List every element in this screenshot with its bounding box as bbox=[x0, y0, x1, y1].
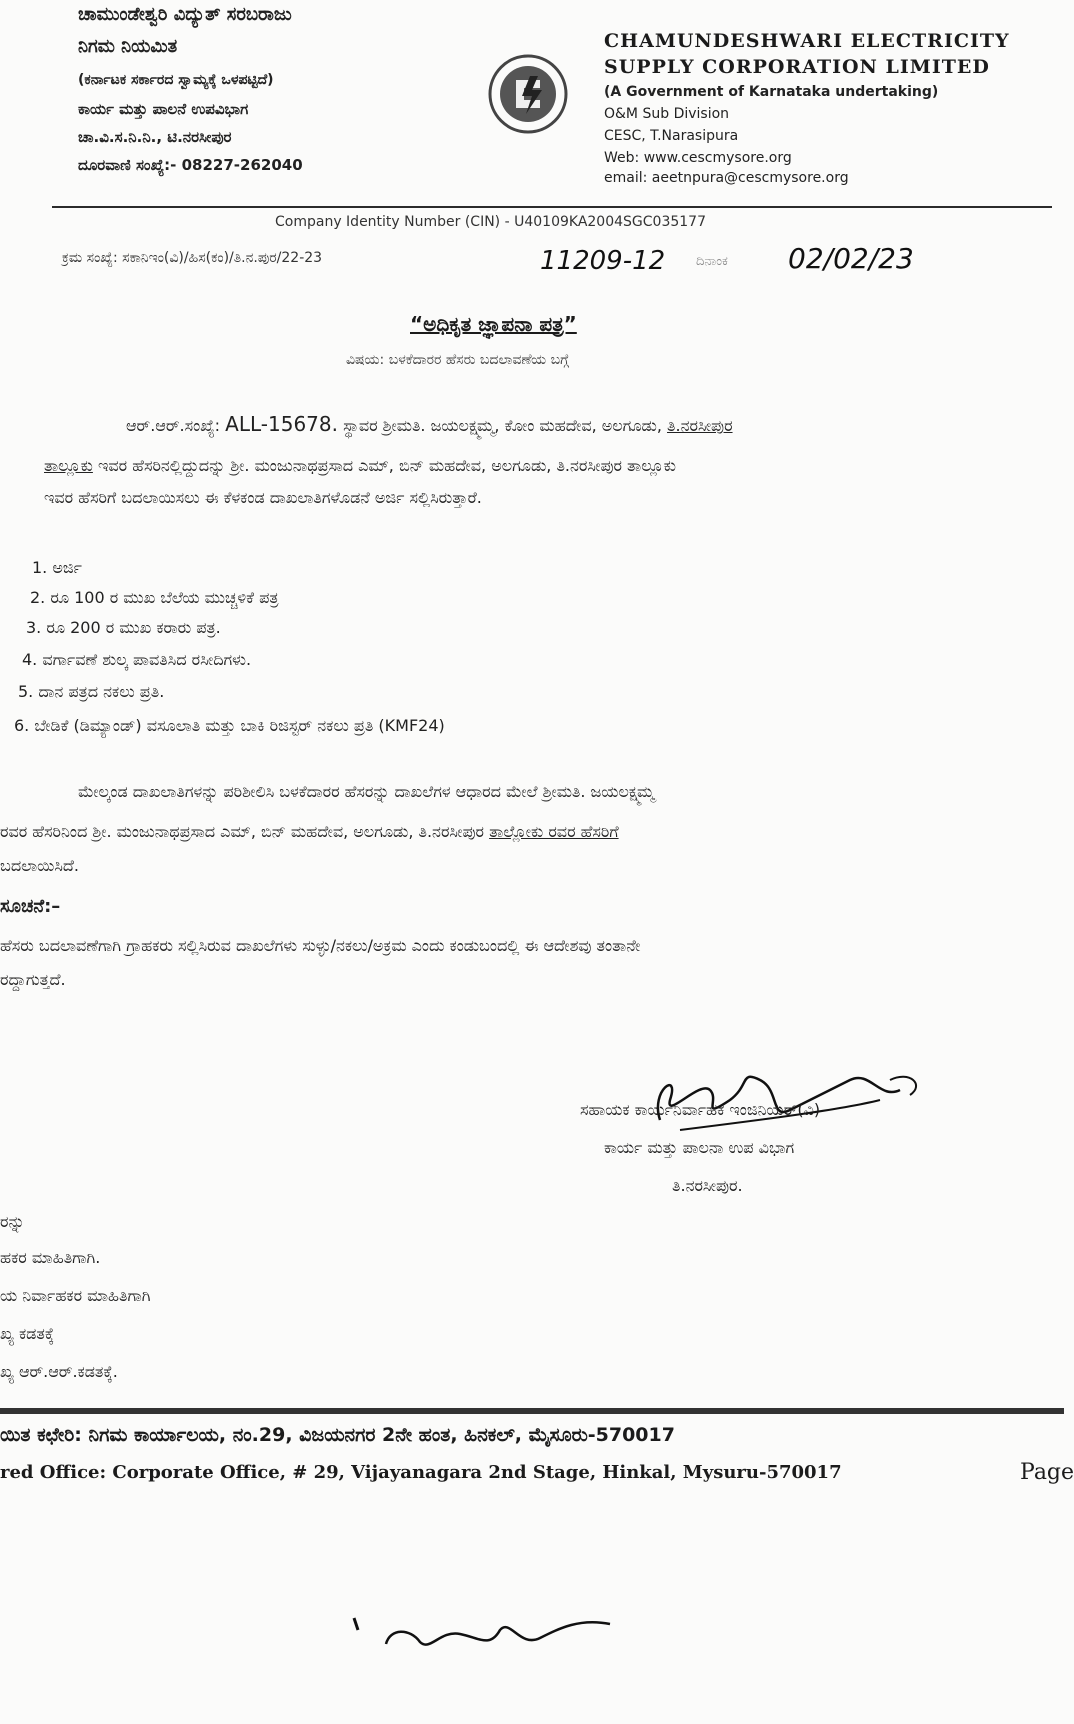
para2-line1: ಮೇಲ್ಕಂಡ ದಾಖಲಾತಿಗಳನ್ನು ಪರಿಶೀಲಿಸಿ ಬಳಕೆದಾರರ ಹೆಸರನ್ನು ದಾಖಲೆಗಳ ಆಧಾರದ ಮೇಲೆ ಶ್ರೀಮತಿ. ಜಯಲಕ್ಷ್ಮಮ್ಮ bbox=[78, 782, 655, 801]
para1-line1-text: ಸ್ಥಾವರ ಶ್ರೀಮತಿ. ಜಯಲಕ್ಷ್ಮಮ್ಮ, ಕೋಂ ಮಹದೇವ, ಅಲಗೂಡು, bbox=[343, 416, 662, 435]
rr-number: ALL-15678. bbox=[225, 412, 338, 436]
en-company-name-2: SUPPLY CORPORATION LIMITED bbox=[604, 56, 990, 78]
note-line2: ರದ್ದಾಗುತ್ತದೆ. bbox=[0, 970, 66, 989]
list-item: 4. ವರ್ಗಾವಣೆ ಶುಲ್ಕ ಪಾವತಿಸಿದ ರಸೀದಿಗಳು. bbox=[22, 650, 252, 669]
list-item: 3. ರೂ 200 ರ ಮುಖ ಕರಾರು ಪತ್ರ. bbox=[26, 618, 221, 637]
note-heading: ಸೂಚನೆ:– bbox=[0, 896, 61, 917]
para1-line2-text: ಇವರ ಹೆಸರಿನಲ್ಲಿದ್ದುದನ್ನು ಶ್ರೀ. ಮಂಜುನಾಥಪ್ರಸಾದ ಎಮ್, ಬಿನ್ ಮಹದೇವ, ಅಲಗೂಡು, ತಿ.ನರಸೀಪುರ ತಾಲ್ಲೂಕು bbox=[98, 456, 676, 475]
para1-line1 bbox=[126, 412, 733, 436]
list-item: 6. ಬೇಡಿಕೆ (ಡಿಮ್ಯಾಂಡ್) ವಸೂಲಾತಿ ಮತ್ತು ಬಾಕಿ ರಿಜಿಸ್ಟರ್ ನಕಲು ಪ್ರತಿ (KMF24) bbox=[14, 716, 445, 735]
reference-date: 02/02/23 bbox=[788, 242, 914, 275]
rr-label: ಆರ್.ಆರ್.ಸಂಖ್ಯೆ: bbox=[126, 416, 221, 435]
para2-line2-text: ರವರ ಹೆಸರಿನಿಂದ ಶ್ರೀ. ಮಂಜುನಾಥಪ್ರಸಾದ ಎಮ್, ಬಿನ್ ಮಹದೇವ, ಅಲಗೂಡು, ತಿ.ನರಸೀಪುರ bbox=[0, 822, 485, 841]
list-item: 5. ದಾನ ಪತ್ರದ ನಕಲು ಪ್ರತಿ. bbox=[18, 682, 165, 701]
para2-line2 bbox=[0, 822, 619, 842]
handwritten-mark-icon bbox=[350, 1608, 630, 1658]
reference-number: 11209-12 bbox=[540, 246, 666, 276]
para1-line3: ಇವರ ಹೆಸರಿಗೆ ಬದಲಾಯಿಸಲು ಈ ಕೆಳಕಂಡ ದಾಖಲಾತಿಗಳೊಡನೆ ಅರ್ಜಿ ಸಲ್ಲಿಸಿರುತ್ತಾರೆ. bbox=[44, 488, 482, 507]
copy-item: ಯ ನಿರ್ವಾಹಕರ ಮಾಹಿತಿಗಾಗಿ bbox=[0, 1286, 151, 1305]
copy-item: ಖ್ಯ ಆರ್.ಆರ್.ಕಡತಕ್ಕೆ. bbox=[0, 1362, 118, 1381]
cesc-logo-icon bbox=[486, 50, 570, 138]
para1-line2-taluk: ತಾಲ್ಲೂಕು bbox=[44, 456, 93, 475]
memo-subject: ವಿಷಯ: ಬಳಕೆದಾರರ ಹೆಸರು ಬದಲಾವಣೆಯ ಬಗ್ಗೆ bbox=[346, 352, 570, 368]
para1-line1-taluk: ತಿ.ನರಸೀಪುರ bbox=[667, 416, 733, 435]
list-item: 2. ರೂ 100 ರ ಮುಖ ಬೆಲೆಯ ಮುಚ್ಚಳಿಕೆ ಪತ್ರ bbox=[30, 588, 279, 607]
signature-place: ತಿ.ನರಸೀಪುರ. bbox=[672, 1176, 743, 1195]
kn-location-line: ಚಾ.ವಿ.ಸ.ನಿ.ನಿ., ಟಿ.ನರಸೀಪುರ bbox=[78, 128, 232, 146]
para2-line3: ಬದಲಾಯಿಸಿದೆ. bbox=[0, 856, 79, 875]
kn-division-line: ಕಾರ್ಯ ಮತ್ತು ಪಾಲನೆ ಉಪವಿಭಾಗ bbox=[78, 100, 249, 118]
para2-line2-taluk: ತಾಲ್ಲೋಕು ರವರ ಹೆಸರಿಗೆ bbox=[489, 822, 619, 841]
en-company-name-1: CHAMUNDESHWARI ELECTRICITY bbox=[604, 30, 1010, 52]
copy-item: ಖ್ಯ ಕಡತಕ್ಕೆ bbox=[0, 1324, 55, 1343]
date-label: ದಿನಾಂಕ bbox=[696, 254, 728, 269]
copy-item: ರನ್ನು bbox=[0, 1212, 25, 1231]
footer-divider bbox=[0, 1408, 1064, 1414]
list-item: 1. ಅರ್ಜಿ bbox=[32, 558, 82, 577]
note-line1: ಹೆಸರು ಬದಲಾವಣೆಗಾಗಿ ಗ್ರಾಹಕರು ಸಲ್ಲಿಸಿರುವ ದಾಖಲೆಗಳು ಸುಳ್ಳು/ನಕಲು/ಅಕ್ರಮ ಎಂದು ಕಂಡುಬಂದಲ್ಲಿ ಈ ಆದೇಶವು ತಂತಾನೇ bbox=[0, 936, 641, 955]
copy-item: ಹಕರ ಮಾಹಿತಿಗಾಗಿ. bbox=[0, 1248, 101, 1267]
reference-label: ಕ್ರಮ ಸಂಖ್ಯೆ: ಸಕಾನಿಇಂ(ವಿ)/ಹಿಸ(ಕಂ)/ತಿ.ನ.ಪುರ/22-23 bbox=[62, 250, 323, 266]
en-division-line: O&M Sub Division bbox=[604, 106, 730, 122]
en-location-line: CESC, T.Narasipura bbox=[604, 128, 739, 144]
footer-address-en: red Office: Corporate Office, # 29, Vijayanagara 2nd Stage, Hinkal, Mysuru-570017 bbox=[0, 1462, 842, 1483]
kn-company-name-1: ಚಾಮುಂಡೇಶ್ವರಿ ವಿದ್ಯುತ್ ಸರಬರಾಜು bbox=[78, 4, 292, 25]
en-email-line: email: aeetnpura@cescmysore.org bbox=[604, 170, 849, 186]
kn-phone-line: ದೂರವಾಣಿ ಸಂಖ್ಯೆ:- 08227-262040 bbox=[78, 156, 303, 174]
en-web-line: Web: www.cescmysore.org bbox=[604, 150, 792, 166]
en-govt-line: (A Government of Karnataka undertaking) bbox=[604, 84, 939, 100]
page-label: Page bbox=[1020, 1460, 1074, 1485]
kn-company-name-2: ನಿಗಮ ನಿಯಮಿತ bbox=[78, 36, 178, 57]
signature-office: ಕಾರ್ಯ ಮತ್ತು ಪಾಲನಾ ಉಪ ವಿಭಾಗ bbox=[604, 1138, 795, 1157]
para1-line2 bbox=[44, 456, 676, 476]
header-divider bbox=[52, 206, 1052, 208]
memo-title: “ಅಧಿಕೃತ ಜ್ಞಾಪನಾ ಪತ್ರ” bbox=[410, 312, 577, 336]
kn-govt-line: (ಕರ್ನಾಟಕ ಸರ್ಕಾರದ ಸ್ವಾಮ್ಯಕ್ಕೆ ಒಳಪಟ್ಟಿದೆ) bbox=[78, 72, 274, 88]
footer-address-kn: ಯಿತ ಕಛೇರಿ: ನಿಗಮ ಕಾರ್ಯಾಲಯ, ನಂ.29, ವಿಜಯನಗರ 2ನೇ ಹಂತ, ಹಿನಕಲ್, ಮೈಸೂರು-570017 bbox=[0, 1424, 675, 1446]
signature-designation: ಸಹಾಯಕ ಕಾರ್ಯನಿರ್ವಾಹಕ ಇಂಜಿನಿಯರ್(ವಿ) bbox=[580, 1100, 821, 1119]
cin-number: Company Identity Number (CIN) - U40109KA2004SGC035177 bbox=[275, 214, 706, 230]
